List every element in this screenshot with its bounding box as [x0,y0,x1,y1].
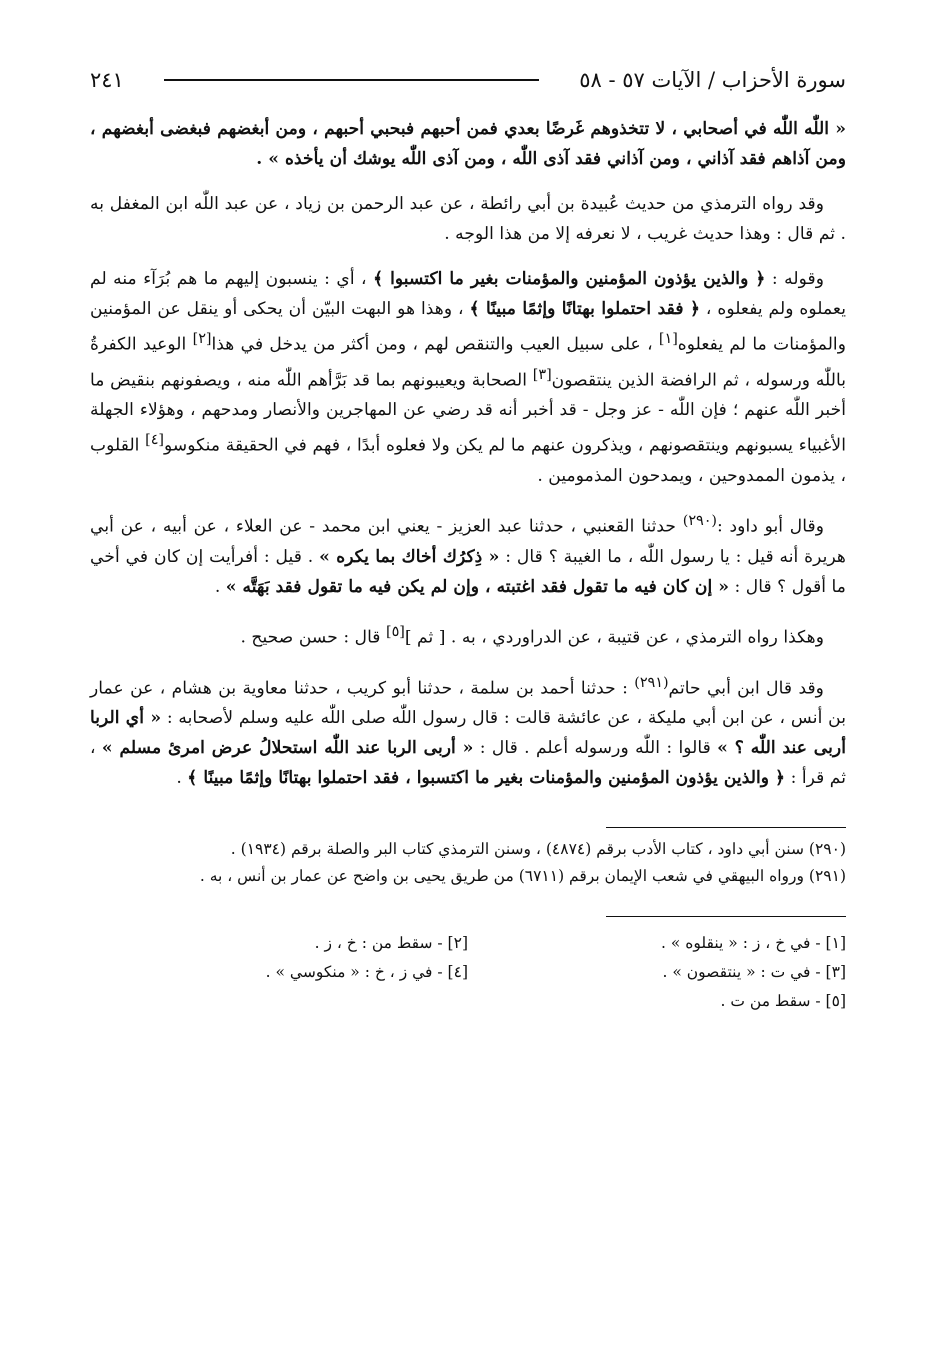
note-ref: [٢] [192,331,212,347]
footnote-ref: (٢٩١) [634,674,669,691]
hadith-quote: « ذِكرُك أخاك بما يكره » [319,546,500,567]
editor-notes [90,929,846,1016]
book-page [90,60,846,1016]
verse-quote: ﴿ والذين يؤذون المؤمنين والمؤمنات بغير ما اكتسبوا ﴾ [373,269,766,289]
tafsir-text: وقوله : [765,269,824,289]
hadith-text: « اللّٰه اللّٰه في أصحابي ، لا تتخذوهم غَرضًا بعدي فمن أحبهم فبحبي أحبهم ، ومن أبغضهم فبغضى أبغضهم ، ومن آذاهم فقد آذاني ، ومن آذاني فقد آذى اللّٰه ، ومن آذى اللّٰه يوشك أن يأخذه » . [90,119,846,169]
note-ref: [٣] [532,366,552,383]
tafsir-text: القلوب ، يذمون الممدوحين ، ويمدحون المذمومين . [90,436,846,487]
page-number: ٢٤١ [90,68,124,92]
narration-text: وقال أبو داود : [717,516,824,537]
note-ref: [٤] [145,432,165,449]
narration-text: قال : حسن صحيح . [240,627,386,648]
tirmidhi-text: وقد رواه الترمذي من حديث عُبيدة بن أبي رائطة ، عن عبد الرحمن بن زياد ، عن عبد اللّٰه ابن المغفل به . ثم قال : وهذا حديث غريب ، لا نعرفه إلا من هذا الوجه . [90,194,846,244]
tirmidhi-grading-paragraph [90,617,846,653]
note-4: [٤] - في ز ، خ : « منكوسي » . [265,963,468,982]
footnote-ref: (٢٩٠) [682,513,717,530]
note-1: [١] - في خ ، ز : « ينقلوه » . [661,934,846,953]
narration-text: . [176,768,188,789]
surah-title: سورة الأحزاب / الآيات ٥٧ - ٥٨ [579,68,846,92]
page-header [90,60,846,100]
ibn-abi-hatim-paragraph [90,668,846,794]
tafsir-text: ، وهذا هو البهت البيّن أن يحكى أو ينقل عن المؤمنين والمؤمنات ما لم يفعلوه [90,299,847,355]
note-2: [٢] - سقط من : خ ، ز . [314,934,468,953]
hadith-quote: « أي الربا أربى عند اللّٰه ؟ » [90,708,846,759]
tafsir-text: الوعيد الكفرةُ باللّٰه ورسوله ، ثم الرافضة الذين ينتقصون [90,334,846,391]
tafsir-text: ، أي : ينسبون إليهم ما هم بُرَآء منه لم يعملوه ولم يفعلوه ، [90,269,846,319]
narration-text: حدثنا القعنبي ، حدثنا عبد العزيز - يعني ابن محمد - عن العلاء ، عن أبيه ، عن أبي هريرة أنه قيل : يا رسول اللّٰه ، ما الغيبة ؟ قال : [90,516,846,567]
narration-text: ، ثم قرأ : [90,738,846,789]
tafsir-text: ، على سبيل العيب والتنقص لهم ، ومن أكثر من يدخل في هذا [211,334,659,355]
note-ref: [١] [658,331,678,347]
verse-quote: ﴿ والذين يؤذون المؤمنين والمؤمنات بغير ما اكتسبوا ، فقد احتملوا بهتانًا وإثمًا مبينًا ﴾ [187,768,786,789]
tafsir-paragraph [90,264,846,491]
narration-text: . [214,576,226,597]
hadith-quote: « أربى الربا عند اللّٰه استحلالُ عرض امرئ مسلم » [101,738,474,759]
tafsir-text: الصحابة ويعيبونهم بما قد بَرَّأهم اللّٰه منه ، ويصفونهم بنقيض ما أخبر اللّٰه عنهم ؛ فإن اللّٰه - عز وجل - قد أخبر أنه قد رضي عن المهاجرين والأنصار ومدحهم ، وهؤلاء الجهلة الأغبياء يسبونهم وينتقصونهم ، ويذكرون عنهم ما لم يكن ولا فعلوه أبدًا ، فهم في الحقيقة منكوسو [90,370,846,457]
footnote-291: (٢٩١) ورواه البيهقي في شعب الإيمان برقم (٦٧١١) من طريق يحيى بن واضح عن عمار بن أنس ، به . [199,867,846,886]
narration-text: : حدثنا أحمد بن سلمة ، حدثنا أبو كريب ، حدثنا معاوية بن هشام ، عن عمار بن أنس ، عن ابن أبي مليكة ، عن عائشة قالت : قال رسول اللّٰه صلى اللّٰه عليه وسلم لأصحابه : [90,678,846,729]
narration-text: قالوا : اللّٰه ورسوله أعلم . قال : [473,738,718,759]
note-5: [٥] - سقط من ت . [720,992,846,1011]
note-3: [٣] - في ت : « ينتقصون » . [662,963,846,982]
narration-text: . قيل : أفرأيت إن كان في أخي ما أقول ؟ قال : [90,546,846,597]
narration-text: وقد قال ابن أبي حاتم [668,678,824,699]
hadith-paragraph [90,114,846,174]
abu-dawud-paragraph [90,506,846,602]
hadith-quote: « إن كان فيه ما تقول فقد اغتبته ، وإن لم يكن فيه ما تقول فقد بَهَتَّه » [225,576,730,597]
note-ref: [٥] [386,623,405,640]
footnote-290: (٢٩٠) سنن أبي داود ، كتاب الأدب برقم (٤٨٧٤) ، وسنن الترمذي كتاب البر والصلة برقم (١٩٣٤) . [230,840,846,859]
tirmidhi-paragraph [90,189,846,249]
verse-quote: ﴿ فقد احتملوا بهتانًا وإثمًا مبينًا ﴾ [469,299,701,319]
narration-text: وهكذا رواه الترمذي ، عن قتيبة ، عن الدراوردي ، به . [ ثم ] [404,627,824,648]
header-rule [164,79,539,81]
